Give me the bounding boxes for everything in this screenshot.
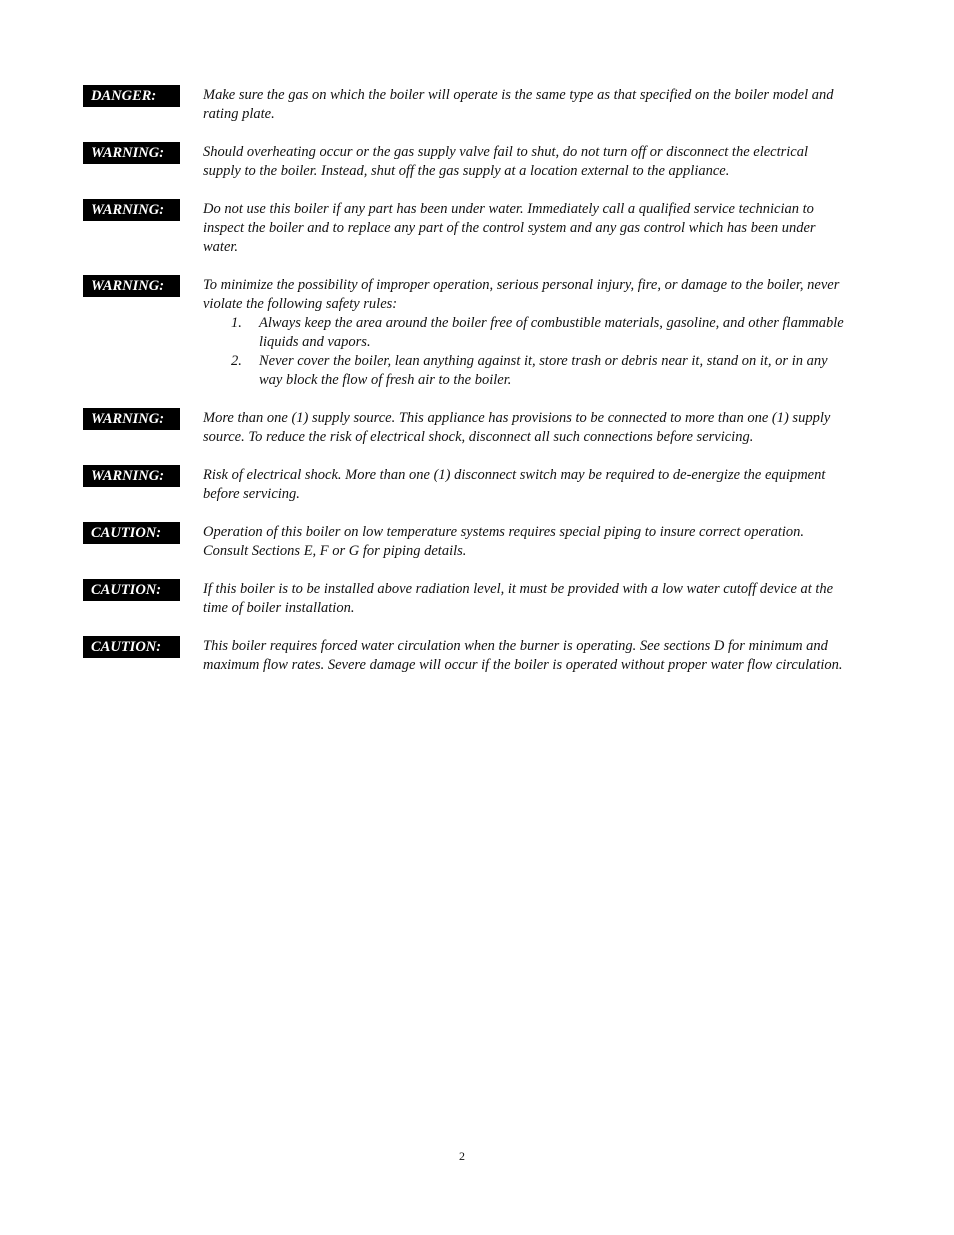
notice-paragraph: More than one (1) supply source. This appliance has provisions to be connected to more than one (1) supply source. To reduce the risk of electrical shock, disconnect all such connections before servicing. [203,410,831,445]
notice-paragraph: Operation of this boiler on low temperature systems requires special piping to insure correct operation. Consult Sections E, F or G for piping details. [203,524,805,559]
safety-rules-list [203,314,845,390]
safety-notices [83,85,845,693]
notice-caution-low-temperature [83,522,845,561]
notice-caution-water-circulation [83,636,845,675]
notice-text [203,408,845,447]
caution-label: CAUTION: [83,522,180,544]
list-item [203,314,845,352]
notice-text [203,522,845,561]
warning-label: WARNING: [83,465,180,487]
notice-danger-gas-type [83,85,845,124]
notice-paragraph: This boiler requires forced water circulation when the burner is operating. See sections D for minimum and maximum flow rates. Severe damage will occur if the boiler is operated without proper water flow circulation. [203,638,843,673]
notice-text [203,275,845,390]
list-item-number: 2. [231,353,242,369]
list-item-text: Always keep the area around the boiler free of combustible materials, gasoline, and other flammable liquids and vapors. [259,315,844,350]
notice-paragraph: Make sure the gas on which the boiler will operate is the same type as that specified on the boiler model and rating plate. [203,87,834,122]
notice-warning-electrical-shock [83,465,845,504]
list-item-number: 1. [231,315,242,331]
notice-warning-under-water [83,199,845,257]
notice-text [203,579,845,618]
page-number: 2 [459,1149,465,1163]
warning-label: WARNING: [83,408,180,430]
caution-label: CAUTION: [83,636,180,658]
notice-warning-supply-source [83,408,845,447]
notice-text [203,142,845,181]
notice-paragraph: If this boiler is to be installed above radiation level, it must be provided with a low water cutoff device at the time of boiler installation. [203,581,834,616]
notice-warning-overheating [83,142,845,181]
notice-text [203,465,845,504]
notice-text [203,85,845,124]
list-item-text: Never cover the boiler, lean anything against it, store trash or debris near it, stand on it, or in any way block the flow of fresh air to the boiler. [259,353,828,388]
warning-label: WARNING: [83,142,180,164]
caution-label: CAUTION: [83,579,180,601]
notice-text [203,636,845,675]
warning-label: WARNING: [83,275,180,297]
notice-text [203,199,845,257]
notice-paragraph: Do not use this boiler if any part has been under water. Immediately call a qualified service technician to inspect the boiler and to replace any part of the control system and any gas control which has been under water. [203,201,816,255]
warning-label: WARNING: [83,199,180,221]
danger-label: DANGER: [83,85,180,107]
list-item [203,352,845,390]
notice-paragraph: Risk of electrical shock. More than one (1) disconnect switch may be required to de-energize the equipment before servicing. [203,467,826,502]
notice-warning-safety-rules [83,275,845,390]
notice-paragraph: Should overheating occur or the gas supply valve fail to shut, do not turn off or disconnect the electrical supply to the boiler. Instead, shut off the gas supply at a location external to the appliance. [203,144,809,179]
notice-caution-low-water-cutoff [83,579,845,618]
notice-paragraph: To minimize the possibility of improper operation, serious personal injury, fire, or damage to the boiler, never violate the following safety rules: [203,277,840,312]
